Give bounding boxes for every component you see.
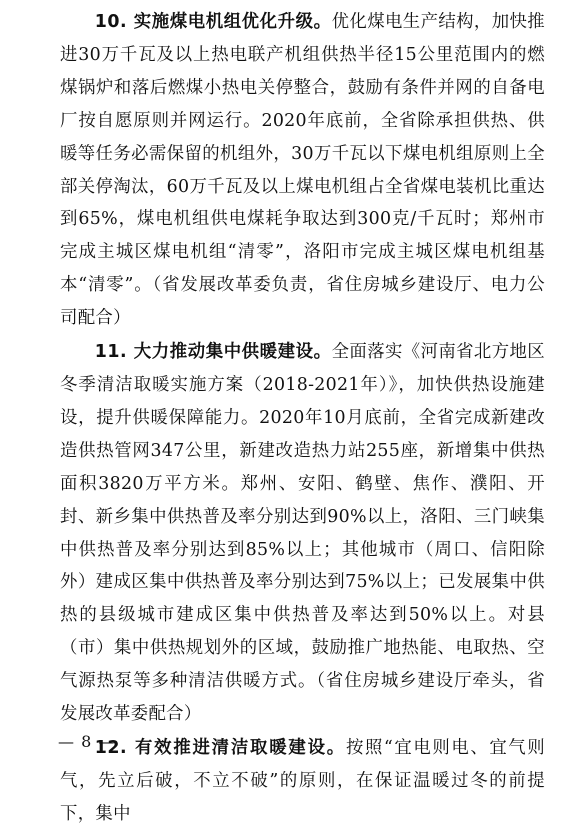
section-12-paragraph <box>60 732 545 831</box>
section-10-body: 优化煤电生产结构，加快推进30万千瓦及以上热电联产机组供热半径15公里范围内的燃煤锅炉和落后燃煤小热电关停整合，鼓励有条件并网的自备电厂按自愿原则并网运行。2020年底前，全省除承担供热、供暖等任务必需保留的机组外，30万千瓦以下煤电机组原则上全部关停淘汰，60万千瓦及以上煤电机组占全省煤电装机比重达到65%，煤电机组供电煤耗争取达到300克/千瓦时；郑州市完成主城区煤电机组“清零”，洛阳市完成主城区煤电机组基本“清零”。（省发展改革委负责，省住房城乡建设厅、电力公司配合） <box>60 12 545 329</box>
section-10-paragraph <box>60 6 545 335</box>
section-11-body: 全面落实《河南省北方地区冬季清洁取暖实施方案（2018-2021年）》，加快供热设施建设，提升供暖保障能力。2020年10月底前，全省完成新建改造供热管网347公里，新建改造热力站255座，新增集中供热面积3820万平方米。郑州、安阳、鹤壁、焦作、濮阳、开封、新乡集中供热普及率分别达到90%以上，洛阳、三门峡集中供热普及率分别达到85%以上；其他城市（周口、信阳除外）建成区集中供热普及率分别达到75%以上；已发展集中供热的县级城市建成区集中供热普及率达到50%以上。对县（市）集中供热规划外的区域，鼓励推广地热能、电取热、空气源热泵等多种清洁供暖方式。（省住房城乡建设厅牵头，省发展改革委配合） <box>60 342 545 725</box>
page-number: — 8 — <box>58 732 116 751</box>
section-11-paragraph <box>60 336 545 731</box>
section-12-body: 按照“宜电则电、宜气则气，先立后破，不立不破”的原则，在保证温暖过冬的前提下，集中 <box>60 737 545 824</box>
section-10-heading: 10. 实施煤电机组优化升级。 <box>94 12 332 32</box>
section-11-heading: 11. 大力推动集中供暖建设。 <box>94 342 332 363</box>
section-12-heading: 12. 有效推进清洁取暖建设。 <box>94 737 346 758</box>
